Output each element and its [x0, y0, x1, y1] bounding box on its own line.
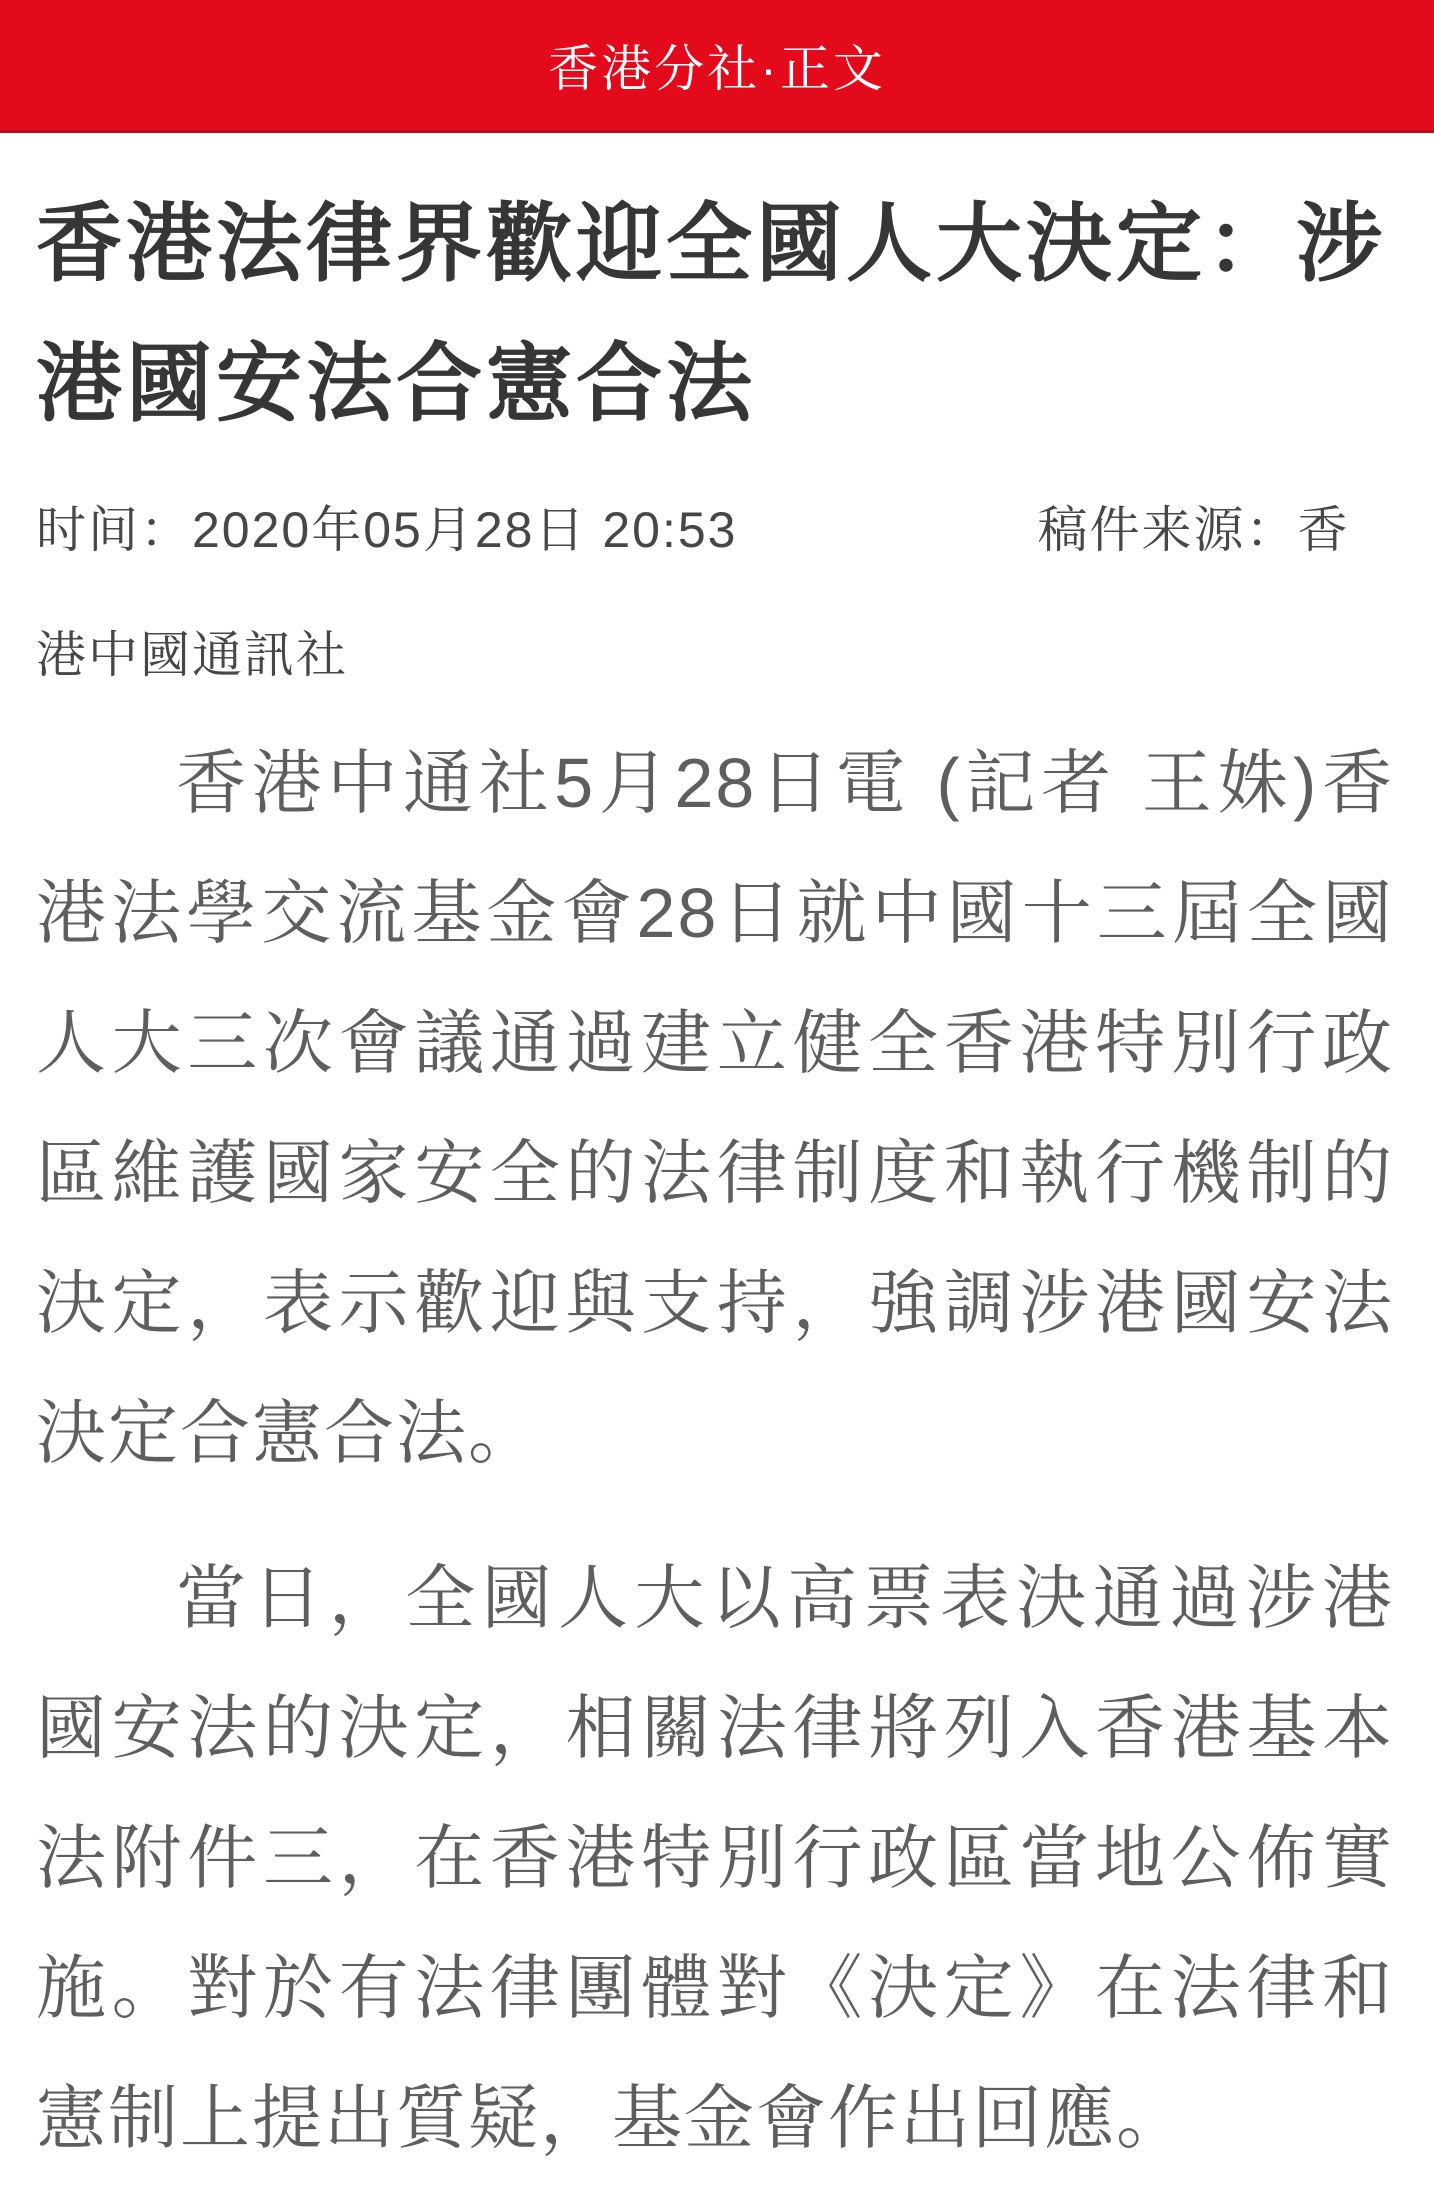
section-header-label: 香港分社·正文: [548, 41, 886, 97]
article-content: [0, 174, 1434, 2193]
article-paragraph: 當日，全國人大以高票表決通過涉港國安法的決定，相關法律將列入香港基本法附件三，在香港特別行政區當地公佈實施。對於有法律團體對《決定》在法律和憲制上提出質疑，基金會作出回應。: [36, 1559, 1394, 2157]
article-meta: [36, 468, 1394, 718]
article-body: [36, 718, 1394, 2183]
section-header-bar: [0, 0, 1434, 133]
article-source: 稿件来源：香港中國通訊社: [36, 502, 1350, 683]
article-title: 香港法律界歡迎全國人大決定：涉港國安法合憲合法: [36, 196, 1386, 432]
article-paragraph: 香港中通社5月28日電 (記者 王姝)香港法學交流基金會28日就中國十三屆全國人大三次會議通過建立健全香港特別行政區維護國家安全的法律制度和執行機制的決定，表示歡迎與支持，強調涉港國安法決定合憲合法。: [36, 744, 1394, 1472]
article-time: 时间：2020年05月28日 20:53: [36, 502, 738, 558]
